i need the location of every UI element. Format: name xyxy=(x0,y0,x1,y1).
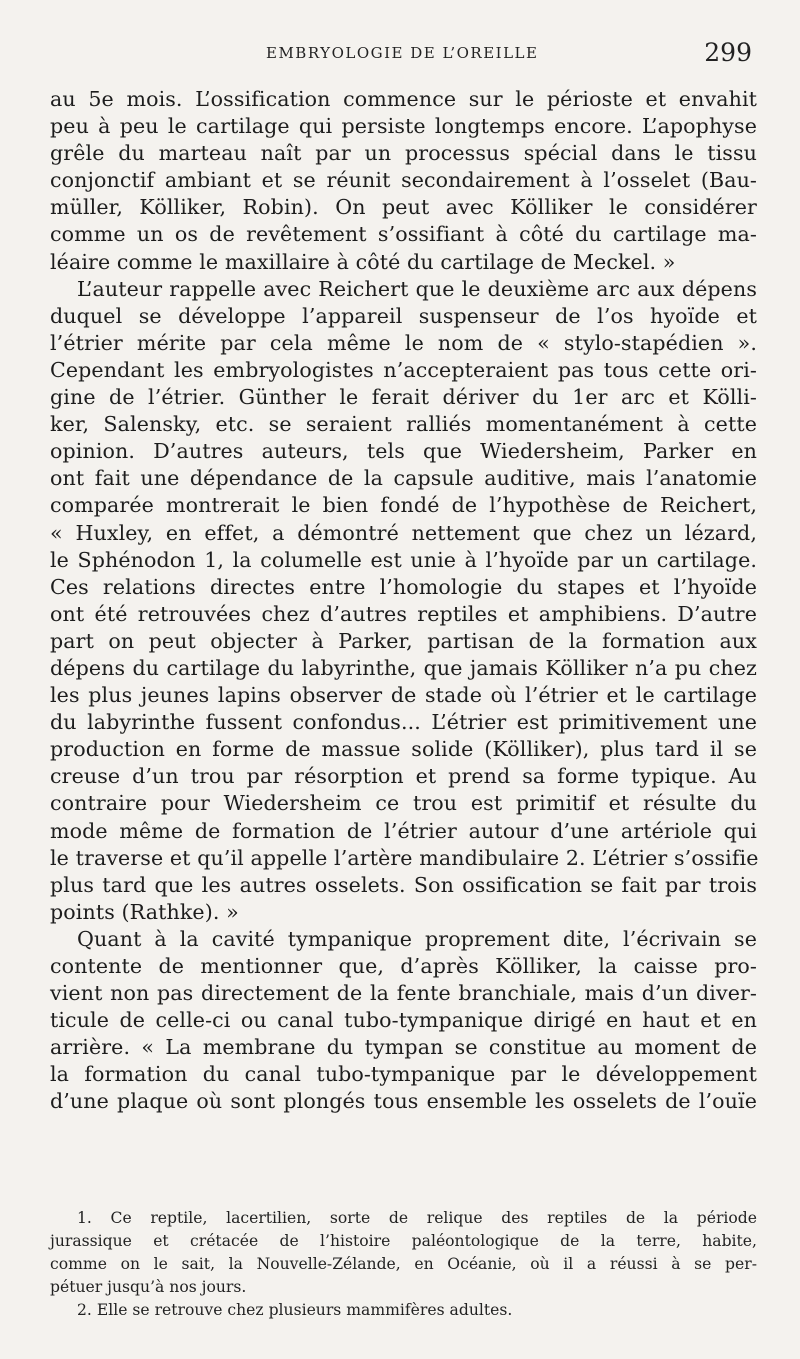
text-line: mode même de formation de l’étrier autour d’une artériole qui xyxy=(50,818,757,843)
text-line: ker, Salensky, etc. se seraient ralliés momentanément à cette xyxy=(50,412,757,437)
body-text xyxy=(50,86,757,1116)
text-line: points (Rathke). » xyxy=(50,899,239,924)
text-line: comparée montrerait le bien fondé de l’hypothèse de Reichert, xyxy=(50,493,757,518)
text-line: comme un os de revêtement s’ossifiant à côté du cartilage ma- xyxy=(50,222,757,247)
text-line: contraire pour Wiedersheim ce trou est primitif et résulte du xyxy=(50,791,757,816)
text-line: le Sphénodon 1, la columelle est unie à l’hyoïde par un cartilage. xyxy=(50,547,757,572)
text-line: L’auteur rappelle avec Reichert que le deuxième arc aux dépens xyxy=(77,276,757,301)
text-line: ont été retrouvées chez d’autres reptiles et amphibiens. D’autre xyxy=(50,601,757,626)
text-line: arrière. « La membrane du tympan se constitue au moment de xyxy=(50,1035,757,1060)
text-line: opinion. D’autres auteurs, tels que Wiedersheim, Parker en xyxy=(50,439,757,464)
text-line: l’étrier mérite par cela même le nom de « stylo-stapédien ». xyxy=(50,330,757,355)
text-line: d’une plaque où sont plongés tous ensemble les osselets de l’ouïe xyxy=(50,1089,757,1114)
text-line: part on peut objecter à Parker, partisan de la formation aux xyxy=(50,628,757,653)
footnotes xyxy=(50,1207,757,1322)
footnote-line: 2. Elle se retrouve chez plusieurs mammifères adultes. xyxy=(77,1301,513,1319)
text-line: dépens du cartilage du labyrinthe, que jamais Kölliker n’a pu chez xyxy=(50,655,757,680)
text-line: ticule de celle-ci ou canal tubo-tympanique dirigé en haut et en xyxy=(50,1008,757,1033)
footnote-line: jurassique et crétacée de l’histoire paléontologique de la terre, habite, xyxy=(50,1232,757,1250)
text-line: la formation du canal tubo-tympanique par le développement xyxy=(50,1062,757,1087)
text-line: müller, Kölliker, Robin). On peut avec Kölliker le considérer xyxy=(50,195,757,220)
text-line: peu à peu le cartilage qui persiste longtemps encore. L’apophyse xyxy=(50,114,757,139)
text-line: Cependant les embryologistes n’accepteraient pas tous cette ori- xyxy=(50,357,757,382)
text-line: ont fait une dépendance de la capsule auditive, mais l’anatomie xyxy=(50,466,757,491)
text-line: au 5e mois. L’ossification commence sur le périoste et envahit xyxy=(50,87,757,111)
text-line: les plus jeunes lapins observer de stade où l’étrier et le cartilage xyxy=(50,683,757,708)
text-line: léaire comme le maxillaire à côté du cartilage de Meckel. » xyxy=(50,249,676,274)
text-line: Quant à la cavité tympanique proprement dite, l’écrivain se xyxy=(77,926,757,951)
text-line: Ces relations directes entre l’homologie du stapes et l’hyoïde xyxy=(50,574,757,599)
text-line: vient non pas directement de la fente branchiale, mais d’un diver- xyxy=(50,981,757,1006)
text-line: conjonctif ambiant et se réunit secondairement à l’osselet (Bau- xyxy=(50,168,757,193)
text-line: grêle du marteau naît par un processus spécial dans le tissu xyxy=(50,141,757,166)
page-number: 299 xyxy=(704,38,752,67)
text-line: « Huxley, en effet, a démontré nettement que chez un lézard, xyxy=(50,520,757,545)
text-line: du labyrinthe fussent confondus... L’étrier est primitivement une xyxy=(50,710,757,735)
text-line: duquel se développe l’appareil suspenseur de l’os hyoïde et xyxy=(50,303,757,328)
footnote-line: 1. Ce reptile, lacertilien, sorte de relique des reptiles de la période xyxy=(77,1209,757,1227)
text-line: gine de l’étrier. Günther le ferait dériver du 1er arc et Kölli- xyxy=(50,385,757,410)
footnote-line: pétuer jusqu’à nos jours. xyxy=(50,1278,247,1296)
text-line: le traverse et qu’il appelle l’artère mandibulaire 2. L’étrier s’ossifie xyxy=(50,845,759,870)
text-line: contente de mentionner que, d’après Kölliker, la caisse pro- xyxy=(50,954,757,978)
text-line: production en forme de massue solide (Kölliker), plus tard il se xyxy=(50,737,757,762)
running-title: EMBRYOLOGIE DE L’OREILLE xyxy=(266,44,539,62)
footnote-line: comme on le sait, la Nouvelle-Zélande, en Océanie, où il a réussi à se per- xyxy=(50,1255,757,1273)
text-line: creuse d’un trou par résorption et prend sa forme typique. Au xyxy=(50,764,757,789)
text-line: plus tard que les autres osselets. Son ossification se fait par trois xyxy=(50,872,757,897)
